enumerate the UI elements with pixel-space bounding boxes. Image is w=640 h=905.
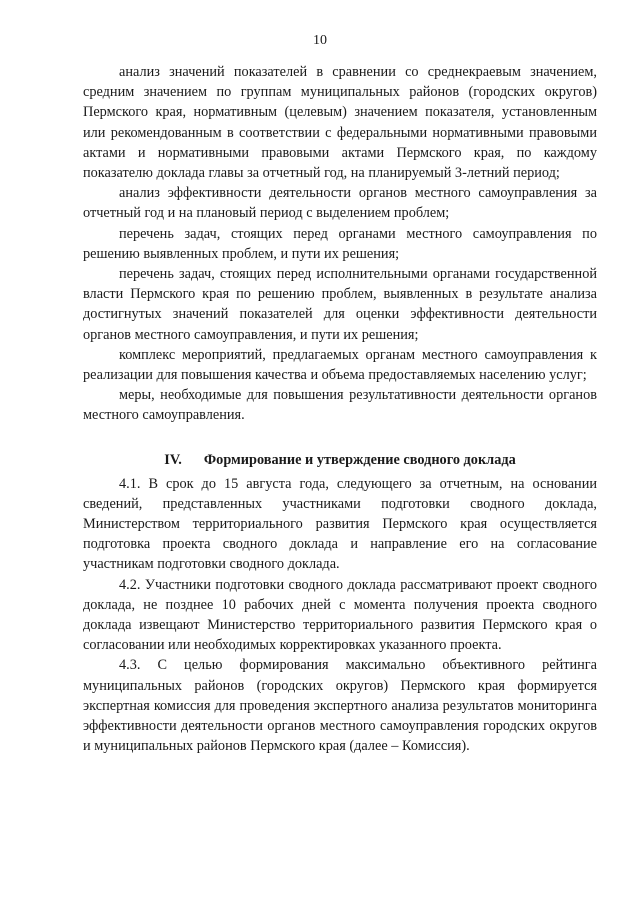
document-body	[83, 62, 597, 757]
section-number: IV.	[164, 451, 182, 468]
list-item: комплекс мероприятий, предлагаемых органам местного самоуправления к реализации для повышения качества и объема предоставляемых населению услуг;	[83, 346, 597, 384]
list-item: анализ эффективности деятельности органов местного самоуправления за отчетный год и на плановый период с выделением проблем;	[83, 185, 597, 222]
list-item: анализ значений показателей в сравнении со среднекраевым значением, средним значением по группам муниципальных районов (городских округов) Пермского края, нормативным (целевым) значением показателя, установленным или рекомендованным в соответствии с федеральными нормативными правовыми актами и нормативными правовыми актами Пермского края, по каждому показателю доклада главы за отчетный год, на планируемый 3-летний период;	[83, 64, 597, 182]
section-title: Формирование и утверждение сводного доклада	[203, 451, 516, 468]
paragraph: 4.3. С целью формирования максимально объективного рейтинга муниципальных районов (городских округов) Пермского края формируется экспертная комиссия для проведения экспертного анализа результатов мониторинга эффективности деятельности органов местного самоуправления городских округов и муниципальных районов Пермского края (далее – Комиссия).	[83, 657, 597, 755]
list-item: меры, необходимые для повышения результативности деятельности органов местного самоуправления.	[83, 387, 597, 424]
paragraph: 4.1. В срок до 15 августа года, следующего за отчетным, на основании сведений, представленных участниками подготовки сводного доклада, Министерством территориального развития Пермского края осуществляется подготовка проекта сводного доклада и направление его на согласование участникам подготовки сводного доклада.	[83, 475, 597, 573]
paragraph: 4.2. Участники подготовки сводного доклада рассматривают проект сводного доклада, не позднее 10 рабочих дней с момента получения проекта сводного доклада извещают Министерство территориального развития Пермского края о согласовании или необходимых корректировках указанного проекта.	[83, 576, 597, 654]
page-number: 10	[313, 33, 327, 48]
section-heading	[83, 450, 597, 470]
list-item: перечень задач, стоящих перед исполнительными органами государственной власти Пермского края по решению проблем, выявленных в результате анализа достигнутых значений показателей для оценки эффективности деятельности органов местного самоуправления, и пути их решения;	[83, 266, 597, 343]
list-item: перечень задач, стоящих перед органами местного самоуправления по решению выявленных проблем, и пути их решения;	[83, 225, 597, 262]
